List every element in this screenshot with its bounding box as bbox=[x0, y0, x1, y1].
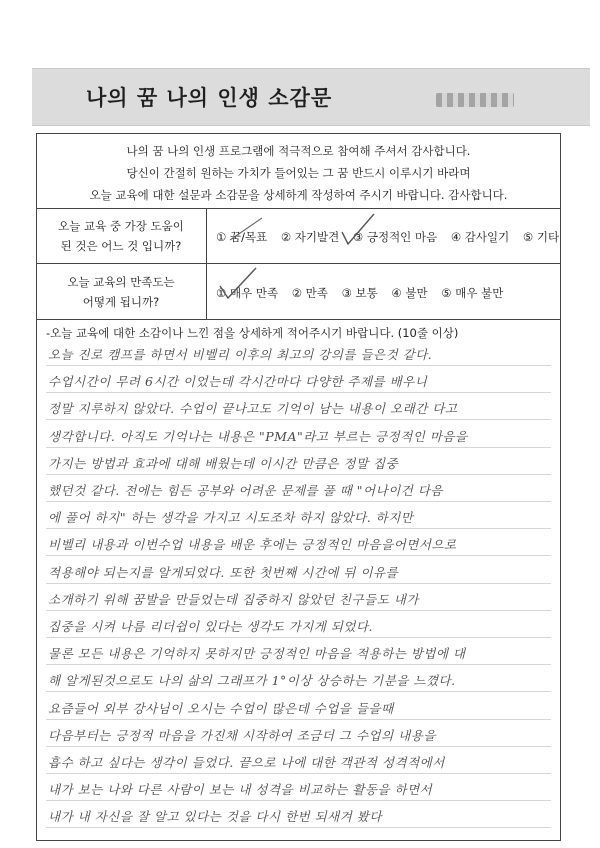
handwritten-line: 다음부터는 긍정적 마음을 가진채 시작하여 조금더 그 수업의 내용을 bbox=[48, 727, 436, 743]
q2-option-5[interactable]: ⑤ 매우 불만 bbox=[441, 286, 504, 300]
handwritten-line: 생각합니다. 아직도 기억나는 내용은 "PMA"라고 부르는 긍정적인 마음을 bbox=[48, 428, 468, 444]
divider bbox=[36, 208, 561, 209]
q1-option-4[interactable]: ④ 감사일기 bbox=[450, 230, 510, 244]
q2-option-4[interactable]: ④ 불만 bbox=[391, 286, 428, 300]
q1-option-2[interactable]: ② 자기발견 bbox=[280, 230, 340, 244]
handwritten-line: 내가 보는 나와 다른 사람이 보는 내 성격을 비교하는 활동을 하면서 bbox=[48, 782, 433, 798]
question-2-options bbox=[216, 285, 513, 301]
handwritten-line: 비벨리 내용과 이번수업 내용을 배운 후에는 긍정적인 마음을어면서으로 bbox=[48, 537, 457, 553]
handwritten-line: 했던것 같다. 전에는 힘든 공부와 어려운 문제를 풀 때 "어나이건 다음 bbox=[48, 483, 443, 498]
intro-line-3: 오늘 교육에 대한 설문과 소감문을 상세하게 작성하여 주시기 바랍니다. 감사합니다. bbox=[89, 188, 508, 202]
ruled-line bbox=[46, 691, 551, 692]
essay-prompt: -오늘 교육에 대한 소감이나 느낀 점을 상세하게 적어주시기 바랍니다. (10줄 이상) bbox=[46, 326, 459, 340]
ruled-line bbox=[46, 827, 551, 828]
ruled-line bbox=[46, 664, 551, 665]
handwritten-line: 오늘 진로 캠프를 하면서 비벨리 이후의 최고의 강의를 들은것 같다. bbox=[48, 347, 433, 362]
divider bbox=[36, 319, 561, 320]
handwritten-line: 가지는 방법과 효과에 대해 배웠는데 이시간 만큼은 정말 집중 bbox=[48, 455, 399, 471]
divider bbox=[36, 263, 561, 264]
ruled-line bbox=[46, 474, 551, 475]
check-mark-icon bbox=[212, 262, 260, 302]
ruled-line bbox=[46, 800, 551, 801]
ruled-line bbox=[46, 392, 551, 393]
ruled-line bbox=[46, 447, 551, 448]
q1-option-5[interactable]: ⑤ 기타 bbox=[522, 230, 560, 244]
handwritten-line: 해 알게된것으로도 나의 삶의 그래프가 1°이상 상승하는 기분을 느꼈다. bbox=[48, 673, 456, 689]
ruled-line bbox=[46, 773, 551, 774]
page-title: 나의 꿈 나의 인생 소감문 bbox=[86, 86, 333, 110]
ruled-line bbox=[46, 365, 551, 366]
handwritten-line: 집중을 시켜 나름 리더쉽이 있다는 생각도 가지게 되었다. bbox=[48, 619, 374, 634]
q2-option-1[interactable]: ① 매우 만족 bbox=[216, 286, 279, 300]
q2-option-2[interactable]: ② 만족 bbox=[291, 286, 328, 300]
handwritten-line: 수업시간이 무려 6시간 이었는데 각시간마다 다양한 주제를 배우니 bbox=[48, 374, 428, 390]
q2-option-3[interactable]: ③ 보통 bbox=[341, 286, 378, 300]
handwritten-line: 요즘들어 외부 강사님이 오시는 수업이 많은데 수업을 들을때 bbox=[48, 700, 394, 716]
ruled-line bbox=[46, 528, 551, 529]
handwritten-line: 적용해야 되는지를 알게되었다. 또한 첫번째 시간에 뒤 이유를 bbox=[48, 564, 399, 580]
ruled-line bbox=[46, 719, 551, 720]
q1-option-3[interactable]: ③ 긍정적인 마음 bbox=[352, 230, 438, 244]
question-2-label: 오늘 교육의 만족도는 어떻게 됩니까? bbox=[67, 275, 175, 309]
ruled-line bbox=[46, 555, 551, 556]
ruled-line bbox=[46, 610, 551, 611]
question-1-options bbox=[216, 229, 569, 245]
q1-option-1[interactable]: ① 꿈/목표 bbox=[216, 230, 268, 244]
handwritten-line: 흡수 하고 싶다는 생각이 들었다. 끝으로 나에 대한 객관적 성격적에서 bbox=[48, 755, 445, 770]
ruled-line bbox=[46, 637, 551, 638]
ruled-line bbox=[46, 501, 551, 502]
ruled-line bbox=[46, 419, 551, 420]
ruled-line bbox=[46, 746, 551, 747]
question-1-label: 오늘 교육 중 가장 도움이 된 것은 어느 것 입니까? bbox=[58, 219, 184, 253]
handwritten-line: 물론 모든 내용은 기억하지 못하지만 긍정적인 마음을 적용하는 방법에 대 bbox=[48, 646, 466, 662]
intro-text bbox=[36, 140, 561, 206]
ruled-line bbox=[46, 583, 551, 584]
check-mark-icon bbox=[336, 210, 378, 248]
intro-line-2: 당신이 간절히 원하는 가치가 들어있는 그 꿈 반드시 이루시기 바라며 bbox=[126, 166, 471, 180]
handwritten-line: 정말 지루하지 않았다. 수업이 끝나고도 기억이 남는 내용이 오래간 다고 bbox=[48, 401, 458, 417]
pen-stroke-icon bbox=[226, 214, 266, 244]
intro-line-1: 나의 꿈 나의 인생 프로그램에 적극적으로 참여해 주셔서 감사합니다. bbox=[126, 144, 471, 158]
redacted-school-name bbox=[436, 93, 514, 107]
handwritten-line: 소개하기 위해 꿈발을 만들었는데 집중하지 않았던 친구들도 내가 bbox=[48, 591, 419, 607]
handwritten-line: 에 풀어 하지" 하는 생각을 가지고 시도조차 하지 않았다. 하지만 bbox=[48, 510, 414, 526]
handwritten-line: 내가 내 자신을 잘 알고 있다는 것을 다시 한번 되새겨 봤다 bbox=[48, 809, 382, 825]
column-divider bbox=[206, 208, 207, 319]
